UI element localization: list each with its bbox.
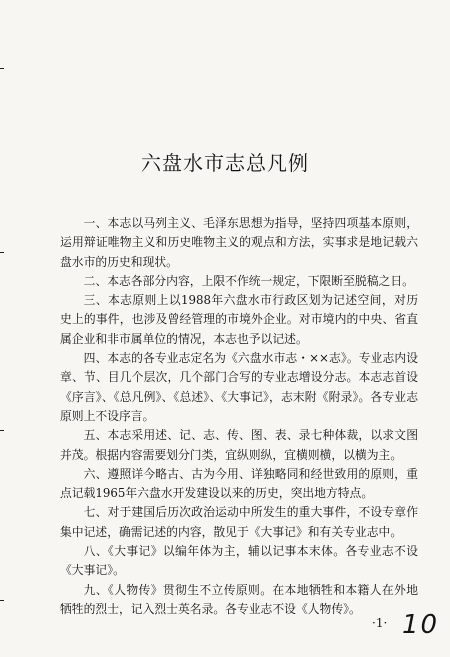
- paragraph-6: 六、遵照详今略古、古为今用、详独略同和经世致用的原则，重点记载1965年六盘水开发建设以来的历史，突出地方特点。: [60, 466, 418, 501]
- page-footer: [330, 610, 440, 650]
- paragraph-1: 一、本志以马列主义、毛泽东思想为指导，坚持四项基本原则，运用辩证唯物主义和历史唯物主义的观点和方法，实事求是地记载六盘水市的历史和现状。: [60, 216, 418, 269]
- page-number: ·1·: [372, 616, 388, 630]
- document-body: [60, 214, 418, 619]
- page-title: 六盘水市志总凡例: [141, 151, 309, 175]
- paragraph-2: 二、本志各部分内容，上限不作统一规定，下限断至脱稿之日。: [83, 273, 414, 288]
- margin-tick: [0, 430, 4, 431]
- margin-tick: [0, 252, 4, 253]
- paragraph-3: 三、本志原则上以1988年六盘水市行政区划为记述空间，对历史上的事件，也涉及曾经管理的市境外企业。对市境内的中央、省直属企业和非市属单位的情况，本志也予以记述。: [60, 293, 418, 346]
- paragraph-7: 七、对于建国后历次政治运动中所发生的重大事件，不设专章作集中记述，确需记述的内容，散见于《大事记》和有关专业志中。: [60, 505, 418, 539]
- paragraph-4: 四、本志的各专业志定名为《六盘水市志・××志》。专业志内设章、节、目几个层次，几个部门合写的专业志增设分志。本志志首设《序言》、《总凡例》、《总述》、《大事记》，志末附《附录》。各专业志原则上不设序言。: [60, 351, 418, 423]
- handwritten-page-number: 10: [402, 610, 440, 640]
- paragraph-9: 九、《人物传》贯彻生不立传原则。在本地牺牲和本籍人在外地牺牲的烈士，记入烈士英名录。各专业志不设《人物传》。: [60, 582, 418, 616]
- margin-tick: [0, 68, 4, 69]
- paragraph-5: 五、本志采用述、记、志、传、图、表、录七种体裁，以求文图并茂。根据内容需要划分门类，宜纵则纵，宜横则横，以横为主。: [60, 428, 418, 462]
- paragraph-8: 八、《大事记》以编年体为主，辅以记事本末体。各专业志不设《大事记》。: [60, 544, 418, 578]
- margin-tick: [0, 600, 4, 601]
